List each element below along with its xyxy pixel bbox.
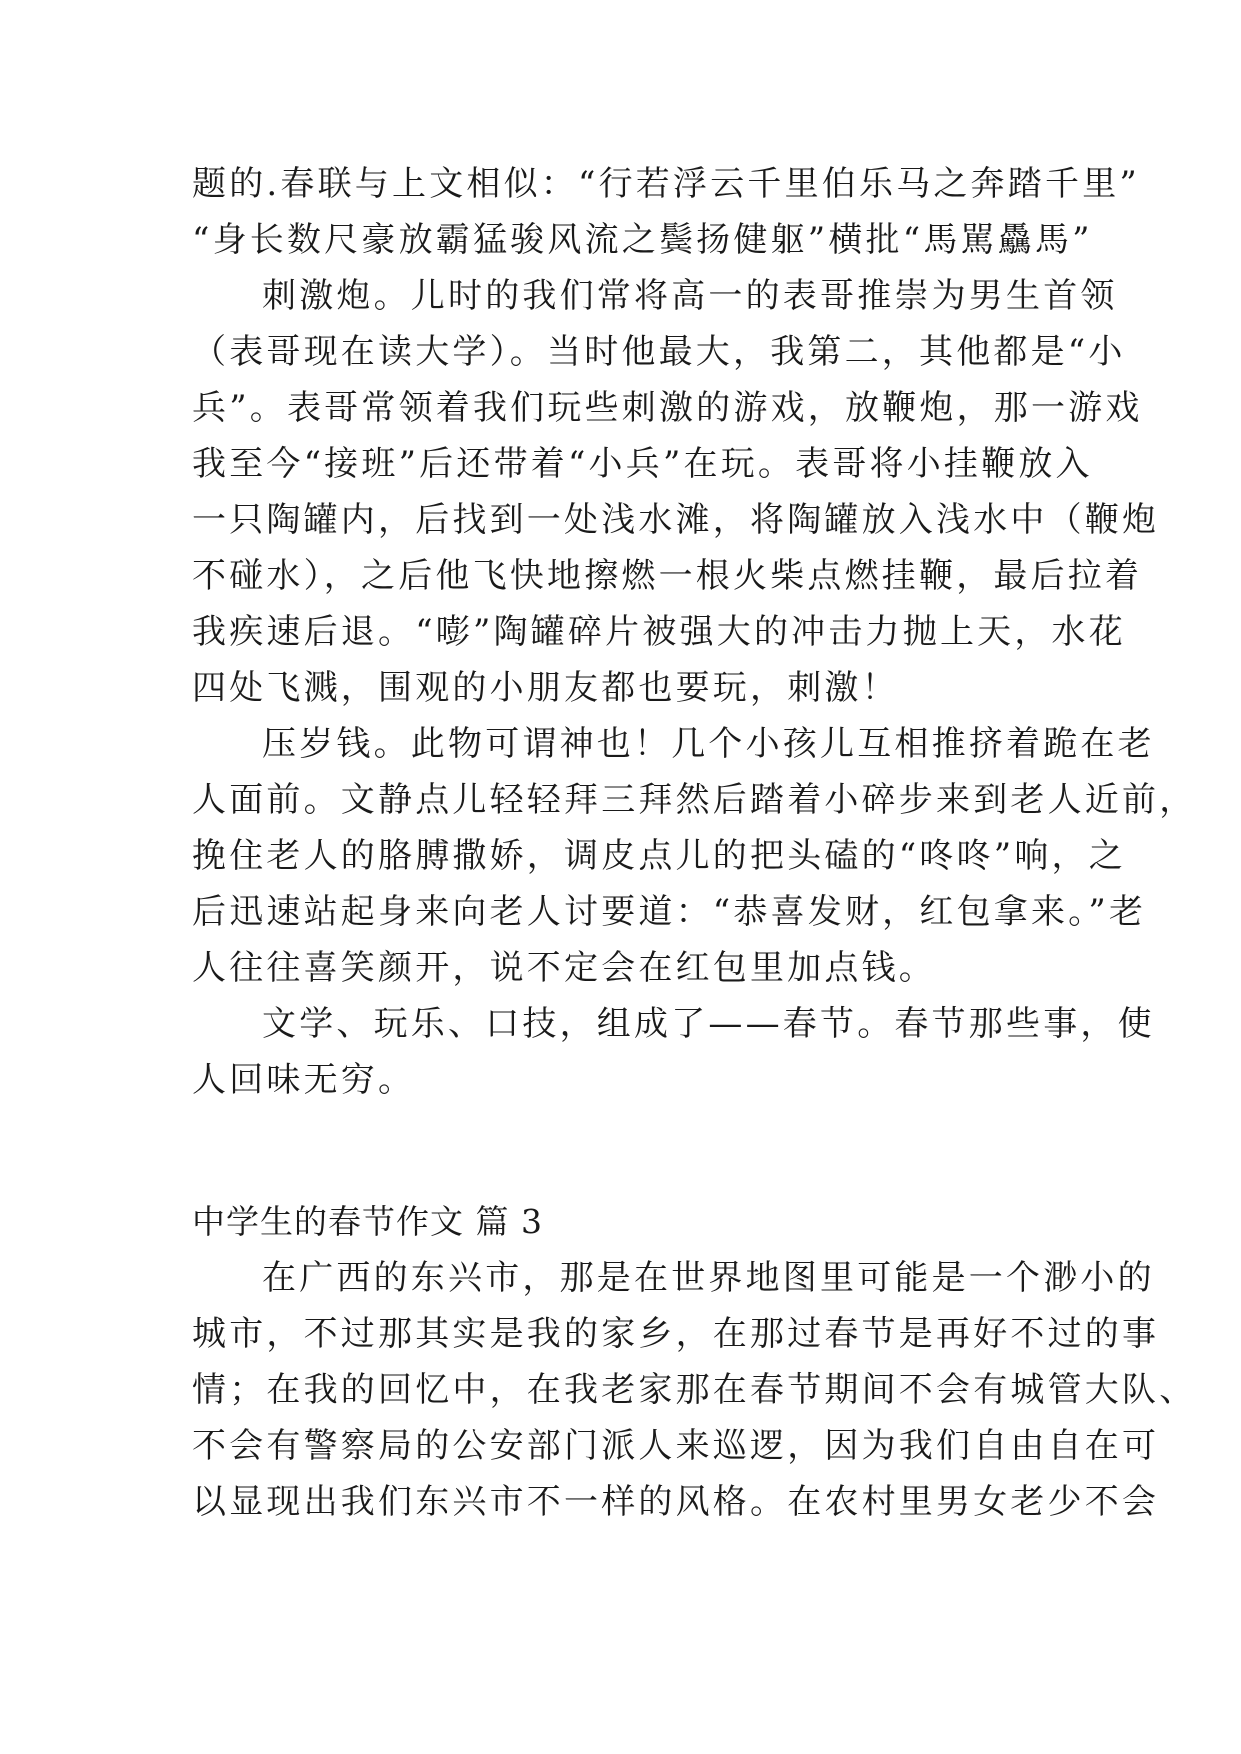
text-line: 题的.春联与上文相似：“行若浮云千里伯乐马之奔踏千里” [192, 164, 1140, 204]
paragraph-firecracker-line: 我疾速后退。“嘭”陶罐碎片被强大的冲击力抛上天，水花 [192, 612, 1126, 652]
paragraph-firecracker-line: 一只陶罐内，后找到一处浅水滩，将陶罐放入浅水中（鞭炮 [192, 500, 1160, 540]
paragraph-money-line: 人面前。文静点儿轻轻拜三拜然后踏着小碎步来到老人近前， [192, 780, 1197, 820]
paragraph-money-line: 后迅速站起身来向老人讨要道：“恭喜发财，红包拿来。”老 [192, 892, 1147, 932]
paragraph-firecracker-line: 四处飞溅，围观的小朋友都也要玩，刺激！ [192, 668, 899, 708]
paragraph-firecracker-line: 兵”。表哥常领着我们玩些刺激的游戏，放鞭炮，那一游戏 [192, 388, 1143, 428]
paragraph-dongxing-line: 以显现出我们东兴市不一样的风格。在农村里男女老少不会 [192, 1482, 1160, 1522]
paragraph-dongxing-line: 不会有警察局的公安部门派人来巡逻，因为我们自由自在可 [192, 1426, 1160, 1466]
text-line: “身长数尺豪放霸猛骏风流之鬓扬健躯”横批“馬駡驫馬” [192, 220, 1093, 260]
paragraph-money-line: 压岁钱。此物可谓神也！几个小孩儿互相推挤着跪在老 [262, 724, 1155, 764]
document-body [192, 156, 1197, 1530]
section-heading: 中学生的春节作文 篇 3 [192, 1202, 543, 1241]
paragraph-summary-line: 人回味无穷。 [192, 1060, 416, 1100]
section-spacer [192, 1108, 1052, 1194]
paragraph-money-line: 挽住老人的胳膊撒娇，调皮点儿的把头磕的“咚咚”响，之 [192, 836, 1126, 876]
paragraph-firecracker-line: （表哥现在读大学）。当时他最大，我第二，其他都是“小 [192, 332, 1126, 372]
paragraph-dongxing-line: 情；在我的回忆中，在我老家那在春节期间不会有城管大队、 [192, 1370, 1197, 1410]
paragraph-firecracker-line: 我至今“接班”后还带着“小兵”在玩。表哥将小挂鞭放入 [192, 444, 1093, 484]
paragraph-dongxing-line: 在广西的东兴市，那是在世界地图里可能是一个渺小的 [262, 1258, 1155, 1298]
paragraph-firecracker-line: 不碰水），之后他飞快地擦燃一根火柴点燃挂鞭，最后拉着 [192, 556, 1143, 596]
paragraph-money-line: 人往往喜笑颜开，说不定会在红包里加点钱。 [192, 948, 936, 988]
paragraph-dongxing-line: 城市，不过那其实是我的家乡，在那过春节是再好不过的事 [192, 1314, 1160, 1354]
paragraph-summary-line: 文学、玩乐、口技，组成了——春节。春节那些事，使 [262, 1004, 1155, 1044]
paragraph-firecracker-line: 刺激炮。儿时的我们常将高一的表哥推崇为男生首领 [262, 276, 1118, 316]
